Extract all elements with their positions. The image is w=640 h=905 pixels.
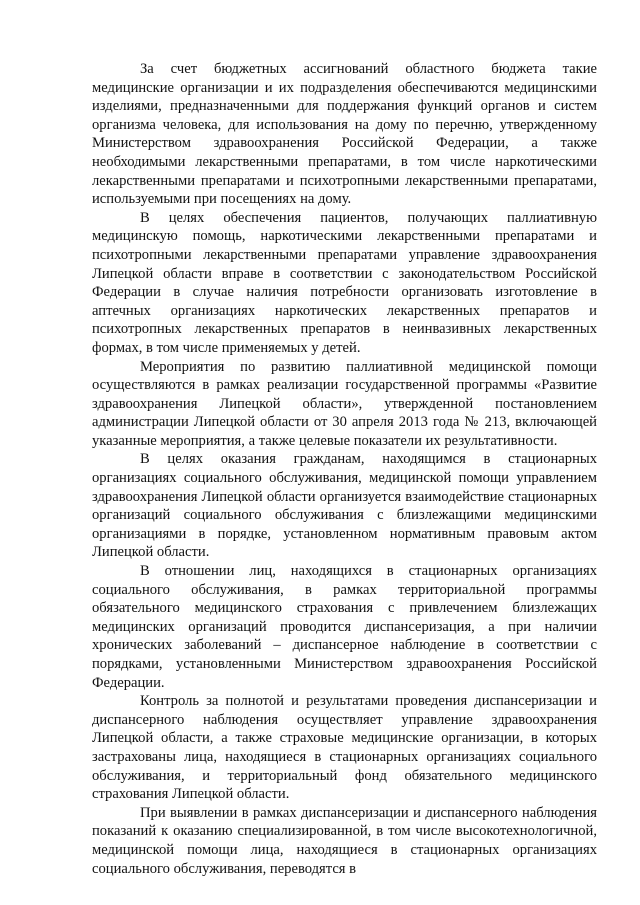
- paragraph-social-institutions-care: В целях оказания гражданам, находящимся в стационарных организациях социального обслуживания, медицинской помощи управлением здравоохранения Липецкой области организуется взаимодействие стационарных организаций социального обслуживания с близлежащими медицинскими организациями в порядке, установленном нормативным правовым актом Липецкой области.: [92, 451, 597, 561]
- paragraph-dispensary-examination: В отношении лиц, находящихся в стационарных организациях социального обслуживания, в рамках территориальной программы обязательного медицинского страхования с привлечением близлежащих медицинских организаций проводится диспансеризация, а при наличии хронических заболеваний – диспансерное наблюдение в соответствии с порядками, установленными Министерством здравоохранения Российской Федерации.: [92, 563, 597, 691]
- document-body: [92, 60, 597, 878]
- paragraph-funding-medical-devices: За счет бюджетных ассигнований областного бюджета такие медицинские организации и их подразделения обеспечиваются медицинскими изделиями, предназначенными для поддержания функций органов и систем организма человека, для использования на дому по перечню, утвержденному Министерством здравоохранения Российской Федерации, а также необходимыми лекарственными препаратами, в том числе наркотическими лекарственными препаратами и психотропными лекарственными препаратами, используемыми при посещениях на дому.: [92, 61, 597, 208]
- paragraph-control: Контроль за полнотой и результатами проведения диспансеризации и диспансерного наблюдения осуществляет управление здравоохранения Липецкой области, а также страховые медицинские организации, в которых застрахованы лица, находящиеся в стационарных организациях социального обслуживания, и территориальный фонд обязательного медицинского страхования Липецкой области.: [92, 693, 597, 803]
- paragraph-narcotic-drugs-provision: В целях обеспечения пациентов, получающих паллиативную медицинскую помощь, наркотическими лекарственными препаратами и психотропными лекарственными препаратами управление здравоохранения Липецкой области вправе в соответствии с законодательством Российской Федерации в случае наличия потребности организовать изготовление в аптечных организациях наркотических лекарственных препаратов и психотропных лекарственных препаратов в неинвазивных лекарственных формах, в том числе применяемых у детей.: [92, 209, 597, 356]
- paragraph-specialized-care-transfer: При выявлении в рамках диспансеризации и диспансерного наблюдения показаний к оказанию специализированной, в том числе высокотехнологичной, медицинской помощи лица, находящиеся в стационарных организациях социального обслуживания, переводятся в: [92, 804, 597, 877]
- paragraph-palliative-program: Мероприятия по развитию паллиативной медицинской помощи осуществляются в рамках реализации государственной программы «Развитие здравоохранения Липецкой области», утвержденной постановлением администрации Липецкой области от 30 апреля 2013 года № 213, включающей указанные мероприятия, а также целевые показатели их результативности.: [92, 358, 597, 449]
